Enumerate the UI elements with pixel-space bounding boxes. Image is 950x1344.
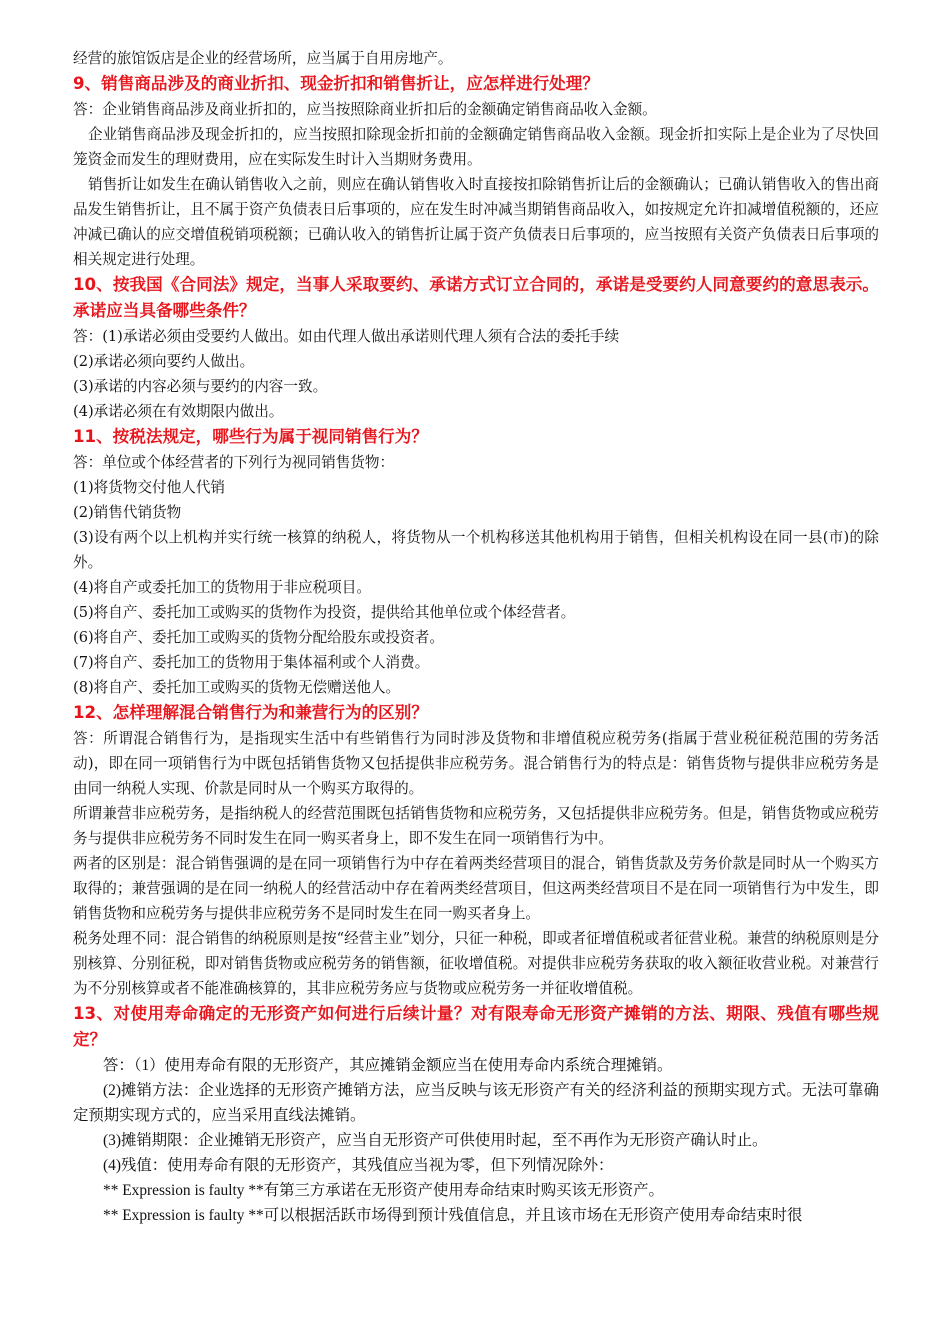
q9-paragraph: 销售折让如发生在确认销售收入之前，则应在确认销售收入时直接按扣除销售折让后的金额确认；已确认销售收入的售出商品发生销售折让，且不属于资产负债表日后事项的，应在发生时冲减当期销售商品收入，如按规定允许扣减增值税额的，还应冲减已确认的应交增值税销项税额；已确认收入的销售折让属于资产负债表日后事项的，应当按照有关资产负债表日后事项的相关规定进行处理。	[73, 176, 879, 268]
q12-paragraph: 答：所谓混合销售行为，是指现实生活中有些销售行为同时涉及货物和非增值税应税劳务(指属于营业税征税范围的劳务活动)，即在同一项销售行为中既包括销售货物又包括提供非应税劳务。混合销售行为的特点是：销售货物与提供非应税劳务是由同一纳税人实现、价款是同时从一个购买方取得的。	[73, 730, 879, 797]
q9-heading: 9、销售商品涉及的商业折扣、现金折扣和销售折让，应怎样进行处理？	[73, 74, 599, 93]
q11-item: (3)设有两个以上机构并实行统一核算的纳税人，将货物从一个机构移送其他机构用于销售，但相关机构设在同一县(市)的除外。	[73, 529, 879, 571]
q13-paragraph: (3)摊销期限：企业摊销无形资产，应当自无形资产可供使用时起，至不再作为无形资产确认时止。	[103, 1132, 768, 1149]
q11-heading: 11、按税法规定，哪些行为属于视同销售行为？	[73, 427, 428, 446]
q10-heading: 10、按我国《合同法》规定，当事人采取要约、承诺方式订立合同的，承诺是受要约人同意要约的意思表示。承诺应当具备哪些条件？	[73, 275, 879, 320]
q9-paragraph: 答：企业销售商品涉及商业折扣的，应当按照除商业折扣后的金额确定销售商品收入金额。	[73, 101, 657, 118]
q13-paragraph: ** Expression is faulty **可以根据活跃市场得到预计残值信息，并且该市场在无形资产使用寿命结束时很	[103, 1207, 803, 1224]
q10-item: 答：(1)承诺必须由受要约人做出。如由代理人做出承诺则代理人须有合法的委托手续	[73, 328, 620, 345]
section-q10	[73, 272, 879, 424]
q13-heading: 13、对使用寿命确定的无形资产如何进行后续计量？对有限寿命无形资产摊销的方法、期限、残值有哪些规定？	[73, 1004, 879, 1049]
q11-item: (6)将自产、委托加工或购买的货物分配给股东或投资者。	[73, 629, 444, 646]
q13-paragraph: (2)摊销方法：企业选择的无形资产摊销方法，应当反映与该无形资产有关的经济利益的预期实现方式。无法可靠确定预期实现方式的，应当采用直线法摊销。	[73, 1082, 879, 1124]
q10-item: (3)承诺的内容必须与要约的内容一致。	[73, 378, 328, 395]
q10-item: (2)承诺必须向要约人做出。	[73, 353, 255, 370]
q11-item: 答：单位或个体经营者的下列行为视同销售货物：	[73, 454, 395, 471]
q12-paragraph: 所谓兼营非应税劳务，是指纳税人的经营范围既包括销售货物和应税劳务，又包括提供非应税劳务。但是，销售货物或应税劳务与提供非应税劳务不同时发生在同一购买者身上，即不发生在同一项销售行为中。	[73, 805, 879, 847]
q11-item: (2)销售代销货物	[73, 504, 182, 521]
q11-item: (5)将自产、委托加工或购买的货物作为投资，提供给其他单位或个体经营者。	[73, 604, 576, 621]
intro-text: 经营的旅馆饭店是企业的经营场所，应当属于自用房地产。	[73, 50, 453, 67]
q12-paragraph: 税务处理不同：混合销售的纳税原则是按“经营主业”划分，只征一种税，即或者征增值税或者征营业税。兼营的纳税原则是分别核算、分别征税，即对销售货物或应税劳务的销售额，征收增值税。对提供非应税劳务获取的收入额征收营业税。对兼营行为不分别核算或者不能准确核算的，其非应税劳务应与货物或应税劳务一并征收增值税。	[73, 930, 879, 997]
q11-item: (1)将货物交付他人代销	[73, 479, 226, 496]
q11-item: (7)将自产、委托加工的货物用于集体福利或个人消费。	[73, 654, 430, 671]
q12-paragraph: 两者的区别是：混合销售强调的是在同一项销售行为中存在着两类经营项目的混合，销售货款及劳务价款是同时从一个购买方取得的；兼营强调的是在同一纳税人的经营活动中存在着两类经营项目，但这两类经营项目不是在同一项销售行为中发生，即销售货物和应税劳务与提供非应税劳务不是同时发生在同一购买者身上。	[73, 855, 879, 922]
q13-paragraph: 答：（1）使用寿命有限的无形资产，其应摊销金额应当在使用寿命内系统合理摊销。	[103, 1057, 673, 1074]
q11-item: (8)将自产、委托加工或购买的货物无偿赠送他人。	[73, 679, 401, 696]
q9-paragraph: 企业销售商品涉及现金折扣的，应当按照扣除现金折扣前的金额确定销售商品收入金额。现金折扣实际上是企业为了尽快回笼资金而发生的理财费用，应在实际发生时计入当期财务费用。	[73, 126, 879, 168]
q13-paragraph: ** Expression is faulty **有第三方承诺在无形资产使用寿命结束时购买该无形资产。	[103, 1182, 664, 1199]
section-q11	[73, 424, 879, 700]
q13-body	[73, 1053, 879, 1228]
section-q12	[73, 700, 879, 1001]
q13-paragraph: (4)残值：使用寿命有限的无形资产，其残值应当视为零，但下列情况除外：	[103, 1157, 614, 1174]
document-page	[73, 46, 879, 1228]
section-q9	[73, 71, 879, 272]
section-q13	[73, 1001, 879, 1228]
q11-item: (4)将自产或委托加工的货物用于非应税项目。	[73, 579, 371, 596]
q10-item: (4)承诺必须在有效期限内做出。	[73, 403, 284, 420]
q12-heading: 12、怎样理解混合销售行为和兼营行为的区别？	[73, 703, 428, 722]
